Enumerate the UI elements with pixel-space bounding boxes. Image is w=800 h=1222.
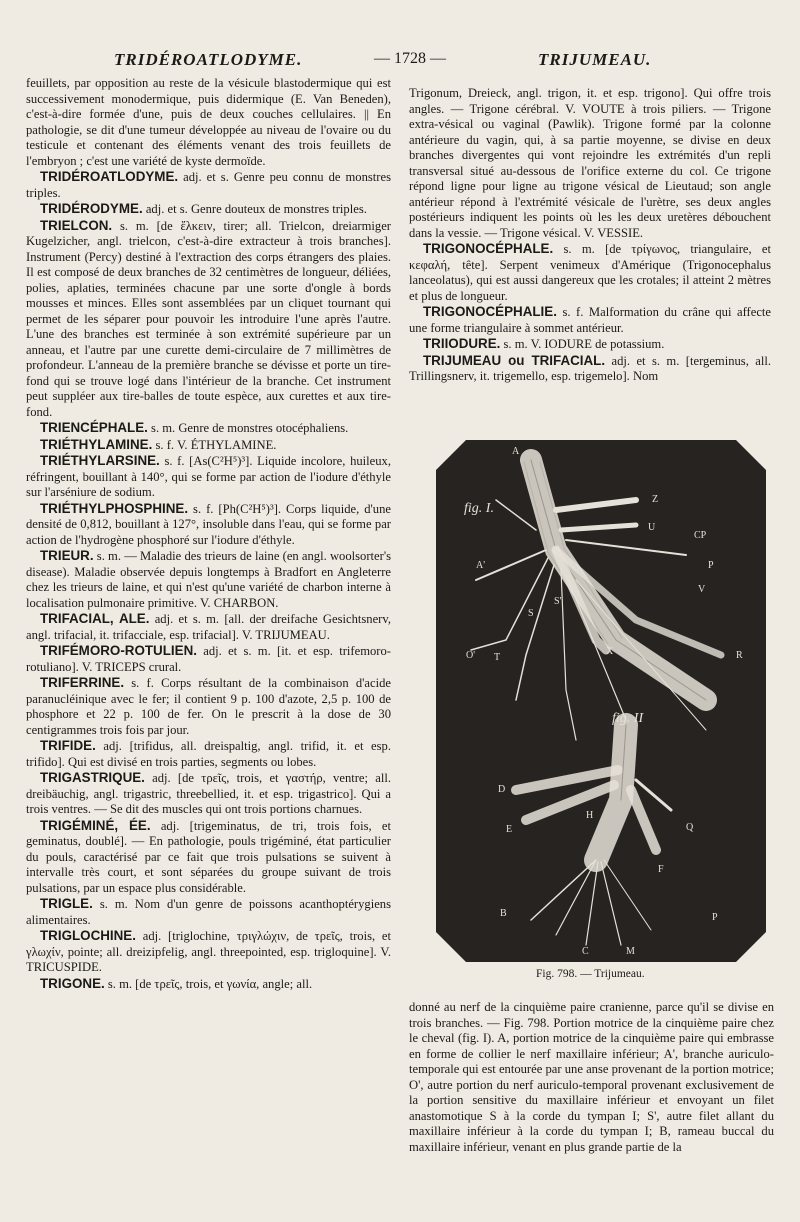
entry-headword: TRIGONE. <box>40 975 105 991</box>
dictionary-entry <box>409 241 771 304</box>
entry-text: s. f. [Ph(C²H⁵)³]. Corps liquide, d'une densité de 0,812, bouillant à 127°, insoluble dans l'eau, qui se forme par action de l'hydrogène phosphoré sur l'iodure d'éthyle. <box>26 501 391 547</box>
entry-text: s. f. Corps résultant de la combinaison d'acide paranucléinique avec le fer; il contient 9 p. 100 d'azote, 2,5 p. 100 de phosphore et 22 p. 100 de fer. On le prescrit à la dose de 30 centigrammes trois fois par jour. <box>26 676 391 737</box>
entry-headword: TRIDÉROATLODYME. <box>40 169 179 184</box>
entry-headword: TRIFACIAL, ALE. <box>40 611 150 626</box>
label-V: V <box>698 584 706 595</box>
entry-headword: TRIGONOCÉPHALE. <box>423 241 554 256</box>
label-CP: CP <box>694 530 707 541</box>
dictionary-entry <box>26 501 391 549</box>
dictionary-entry <box>26 169 391 201</box>
entry-text: Trigonum, Dreieck, angl. trigon, it. et esp. trigono]. Qui offre trois angles. — Trigone cérébral. V. VOUTE à trois piliers. — Trigone extra-vésical ou vaginal (Pawlik). Trigone formé par la colonne antérieure du vagin, qui, à sa partie moyenne, se divise en deux branches divergentes qui vont rejoindre les extrémités d'un repli transversal situé au-dessous de l'orifice externe du col. Ce trigone répond ligne pour ligne au trigone vésical de Lieutaud; son angle antérieur répond à l'extrémité vésicale de l'urètre, ses deux angles postérieurs indiquent les points où les les deux uretères débouchent dans la vessie. — Trigone vésical. V. VESSIE. <box>409 86 771 240</box>
dictionary-entry <box>26 76 391 169</box>
dictionary-entry <box>26 611 391 643</box>
dictionary-entry <box>26 896 391 928</box>
entry-text: adj. et s. Genre peu connu de monstres triples. <box>26 170 391 200</box>
entry-headword: TRIDÉRODYME. <box>40 201 143 216</box>
dictionary-entry <box>26 818 391 897</box>
label-T: T <box>494 652 501 663</box>
right-column-top <box>409 86 771 385</box>
entry-text: s. m. Nom d'un genre de poissons acanthoptérygiens alimentaires. <box>26 897 391 927</box>
entry-headword: TRIFIDE. <box>40 738 96 753</box>
entry-text: s. m. — Maladie des trieurs de laine (en angl. woolsorter's disease). Maladie observée depuis longtemps à Bradfort en Angleterre chez les trieurs de laine, et qui n'est qu'une variété de charbon interne à localisation pulmonaire primitive. V. CHARBON. <box>26 549 391 610</box>
dictionary-entry <box>409 86 771 241</box>
label-C: C <box>582 946 589 957</box>
entry-text: adj. et s. Genre douteux de monstres triples. <box>145 202 367 216</box>
dictionary-entry <box>26 218 391 421</box>
label-H: H <box>586 810 594 821</box>
dictionary-entry <box>26 643 391 675</box>
label-P: P <box>708 560 714 571</box>
dictionary-entry <box>26 420 391 437</box>
figure-caption: Fig. 798. — Trijumeau. <box>536 968 645 980</box>
entry-headword: TRIENCÉPHALE. <box>40 420 148 435</box>
entry-headword: TRIÉTHYLARSINE. <box>40 453 160 468</box>
entry-text: s. m. Genre de monstres otocéphaliens. <box>151 421 349 435</box>
entry-text: adj. [triglochine, τριγλώχιν, de τρεῖς, trois, et γλωχίν, pointe; all. dreizipfelig, angl. threepointed, esp. trigloquine]. V. TRICUSPIDE. <box>26 929 391 974</box>
entry-headword: TRIELCON. <box>40 217 113 233</box>
label-B: B <box>500 908 507 919</box>
entry-text: adj. et s. m. [all. der dreifache Gesichtsnerv, angl. trifacial, it. trifacciale, esp. trifacial]. V. TRIJUMEAU. <box>26 612 391 642</box>
entry-text: adj. [de τρεῖς, trois, et γαστήρ, ventre; all. dreibäuchig, angl. trigastric, threebellied, it. et esp. trigastrico]. Qui a trois ventres. — Se dit des muscles qui ont trois portions charnues. <box>26 771 391 816</box>
label-F: F <box>658 864 664 875</box>
label-U: U <box>648 522 656 533</box>
entry-text: s. m. [de τρίγωνος, triangulaire, et κεφαλή, tête]. Serpent venimeux d'Amérique (Trigonocephalus lanceolatus), qui est aussi dangereux que les crotales; il atteint 2 mètres et plus de longueur. <box>409 242 772 303</box>
entry-text: adj. et s. m. [it. et esp. trifemoro-rotuliano]. V. TRICEPS crural. <box>26 644 391 674</box>
dictionary-entry <box>26 770 391 818</box>
label-R: R <box>736 650 743 661</box>
entry-headword: TRIGASTRIQUE. <box>40 770 145 785</box>
trigeminal-nerve-figure <box>436 440 766 962</box>
entry-text: adj. [trifidus, all. dreispaltig, angl. trifid, it. et esp. trifido]. Qui est divisé en trois parties, segments ou lobes. <box>26 739 391 769</box>
page-number: — 1728 — <box>374 50 446 67</box>
dictionary-entry <box>409 304 771 336</box>
entry-text: s. f. V. ÉTHYLAMINE. <box>155 437 277 452</box>
left-column <box>26 76 391 992</box>
entry-headword: TRIGÉMINÉ, ÉE. <box>40 817 151 833</box>
dictionary-entry <box>409 353 771 385</box>
dictionary-entry <box>26 675 391 738</box>
label-A-prime: A' <box>476 560 486 571</box>
label-Q: Q <box>686 822 694 833</box>
dictionary-entry <box>26 738 391 770</box>
nerve-plate-illustration <box>436 440 766 962</box>
entry-text: adj. [trigeminatus, de tri, trois fois, et geminatus, doublé]. — En pathologie, pouls trigéminé, état particulier du pouls, caractérisé par ce fait que trois pulsations se suivent à intervalle très court, et sont séparées du groupe suivant de trois pulsations, par un espace plus considérable. <box>26 818 392 895</box>
dictionary-entry <box>26 976 391 993</box>
entry-text: s. f. Malformation du crâne qui affecte une forme triangulaire à sommet antérieur. <box>409 305 771 335</box>
entry-text: s. m. [de τρεῖς, trois, et γωνία, angle; all. <box>107 976 313 991</box>
dictionary-entry <box>409 336 771 353</box>
entry-headword: TRIÉTHYLAMINE. <box>40 436 153 452</box>
entry-headword: TRIGONOCÉPHALIE. <box>423 304 557 319</box>
label-M: M <box>626 946 635 957</box>
label-D: D <box>498 784 506 795</box>
fig2-label: fig. II <box>612 711 644 726</box>
label-E: E <box>506 824 513 835</box>
entry-headword: TRIFÉMORO-ROTULIEN. <box>40 643 197 658</box>
dictionary-entry <box>26 548 391 611</box>
entry-headword: TRIEUR. <box>40 548 94 563</box>
entry-headword: TRIFERRINE. <box>40 675 125 690</box>
label-S-prime: S' <box>554 596 562 607</box>
entry-text: s. m. V. IODURE de potassium. <box>503 337 665 351</box>
entry-headword: TRIIODURE. <box>423 336 501 351</box>
header-left-word: TRIDÉROATLODYME. <box>114 50 303 69</box>
entry-headword: TRIGLE. <box>40 896 93 911</box>
dictionary-entry <box>26 201 391 218</box>
label-O-prime: O' <box>466 650 476 661</box>
entry-headword: TRIGLOCHINE. <box>40 928 136 943</box>
running-header <box>22 44 782 80</box>
right-column-bottom <box>409 1000 774 1155</box>
entry-text: s. f. [As(C²H⁵)³]. Liquide incolore, huileux, réfringent, bouillant à 140°, qui se forme par action de l'iodure d'éthyle sur l'arséniure de sodium. <box>26 454 391 499</box>
entry-text: donné au nerf de la cinquième paire cranienne, parce qu'il se divise en trois branches. — Fig. 798. Portion motrice de la cinquième paire chez le cheval (fig. I). A, portion motrice de la cinquième paire qui embrasse en forme de collier le nerf maxillaire inférieur; A', branche auriculo-temporale qui est entourée par une anse provenant de la portion motrice; O', autre portion du nerf auriculo-temporal provenant exclusivement de la portion sensitive du maxillaire inférieur et envoyant un filet anastomotique S à la corde du tympan I; S', autre filet allant du maxillaire inférieur à la corde du tympan I; B, rameau buccal du maxillaire inférieur, venant en plus grande partie de la <box>409 1000 774 1154</box>
entry-headword: TRIJUMEAU ou TRIFACIAL. <box>423 352 606 368</box>
label-A: A <box>512 446 520 457</box>
label-Z: Z <box>652 494 659 505</box>
fig1-label: fig. I. <box>464 501 494 516</box>
entry-text: s. m. [de ἕλκειν, tirer; all. Trielcon, dreiarmiger Kugelzicher, angl. trielcon, c'est-à-dire extracteur à trois branches]. Instrument (Percy) destiné à l'extraction des corps étrangers des plaies. Il est composé de deux branches de 32 centimètres de longueur, déliées, polies, aplaties, terminées chacune par une sorte d'ongle à bords mousses et minces. Elles sont assemblées par un cliquet tournant qui permet de les séparer pour pouvoir les introduire l'une après l'autre. L'une des branches est terminée à son extrémité supérieure par un anneau, et l'autre par une curette demi-circulaire de 7 millimètres de profondeur. L'anneau de la première branche se dévisse et porte un tire-fond qui se trouve logé dans l'intérieur de la branche. Cet instrument peut suppléer aux tire-balles de toute espèce, aux curettes et aux tire-fond. <box>26 218 391 419</box>
header-right-word: TRIJUMEAU. <box>538 50 652 69</box>
entry-headword: TRIÉTHYLPHOSPHINE. <box>40 500 189 516</box>
entry-text: adj. et s. m. [tergeminus, all. Trillingsnerv, it. trigemello, esp. trigemelo]. Nom <box>409 353 772 383</box>
dictionary-entry <box>409 1000 774 1155</box>
label-X: X <box>606 646 614 657</box>
label-P2: P <box>712 912 718 923</box>
dictionary-entry <box>26 928 391 976</box>
dictionary-entry <box>26 437 391 454</box>
label-S: S <box>528 608 534 619</box>
entry-text: feuillets, par opposition au reste de la vésicule blastodermique qui est successivement monodermique, puis didermique (E. Van Beneden), c'est-à-dire formée d'une, puis de deux couches cellulaires. || En pathologie, se dit d'une tumeur développée au niveau de l'ovaire ou du testicule et contenant des éléments venant des trois feuillets de l'embryon ; c'est une variété de kyste dermoïde. <box>26 76 391 168</box>
dictionary-entry <box>26 453 391 501</box>
